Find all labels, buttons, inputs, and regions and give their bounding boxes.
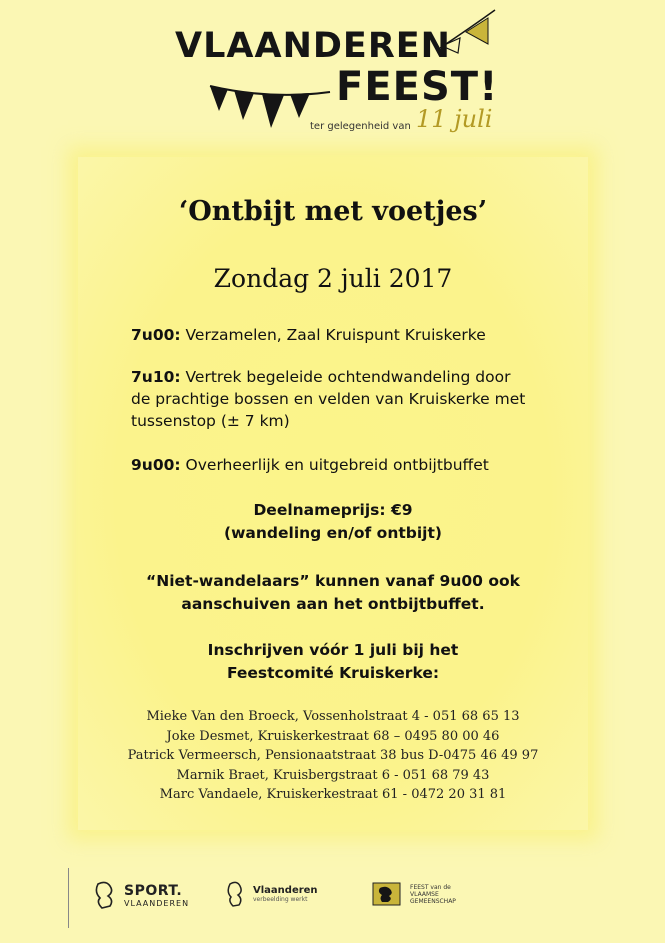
logo-line2: FEEST! [336, 64, 499, 110]
schedule-time: 9u00: [131, 456, 181, 474]
feest-label-3: GEMEENSCHAP [410, 897, 456, 905]
registration-line2: Feestcomité Kruiskerke: [226, 664, 440, 682]
schedule-text: Overheerlijk en uitgebreid ontbijtbuffet [185, 456, 489, 474]
contact-item: Marnik Braet, Kruisbergstraat 6 - 051 68 79 43 [176, 767, 490, 783]
contact-list [78, 707, 588, 805]
schedule-text: Verzamelen, Zaal Kruispunt Kruiskerke [185, 326, 486, 344]
lion-icon [92, 880, 118, 910]
vlaanderen-feest-logo [170, 8, 500, 138]
sport-label: SPORT. [124, 882, 183, 899]
event-date: Zondag 2 juli 2017 [213, 264, 453, 293]
sport-sublabel: VLAANDEREN [124, 898, 190, 908]
schedule-item [131, 454, 551, 476]
lion-icon [225, 880, 245, 908]
logo-date: 11 juli [416, 105, 493, 133]
event-title: ‘Ontbijt met voetjes’ [178, 196, 488, 227]
contact-item: Patrick Vermeersch, Pensionaatstraat 38 bus D-0475 46 49 97 [127, 748, 539, 763]
footer-divider [68, 868, 69, 928]
price-line1: Deelnameprijs: €9 [253, 501, 413, 519]
logo-line1: VLAANDEREN [175, 26, 451, 66]
flag-lion-icon [372, 880, 402, 908]
schedule-time: 7u00: [131, 326, 181, 344]
price-line2: (wandeling en/of ontbijt) [224, 524, 442, 542]
schedule-item [131, 366, 526, 432]
vlaanderen-label: Vlaanderen [253, 885, 318, 896]
feest-label-1: FEEST van de [410, 883, 451, 891]
vlaanderen-sublabel: verbeelding werkt [253, 896, 308, 903]
vlaanderen-logo [225, 880, 318, 908]
note-line1: “Niet-wandelaars” kunnen vanaf 9u00 ook [146, 572, 520, 590]
schedule-text: Vertrek begeleide ochtendwandeling door de prachtige bossen en velden van Kruiskerke met tussenstop (± 7 km) [131, 368, 526, 430]
contact-item: Joke Desmet, Kruiskerkestraat 68 – 0495 80 00 46 [166, 728, 500, 744]
schedule-item [131, 324, 551, 346]
contact-item: Mieke Van den Broeck, Vossenholstraat 4 - 051 68 65 13 [146, 709, 520, 724]
logo-tagline: ter gelegenheid van [310, 121, 411, 132]
note-line2: aanschuiven aan het ontbijtbuffet. [181, 595, 485, 613]
sport-vlaanderen-logo [92, 880, 189, 910]
feest-vlaamse-gemeenschap-logo [372, 880, 456, 908]
registration-line1: Inschrijven vóór 1 juli bij het [207, 641, 459, 659]
feest-label-2: VLAAMSE [410, 890, 439, 898]
contact-item: Marc Vandaele, Kruiskerkestraat 61 - 0472 20 31 81 [159, 787, 507, 802]
schedule-time: 7u10: [131, 368, 181, 386]
